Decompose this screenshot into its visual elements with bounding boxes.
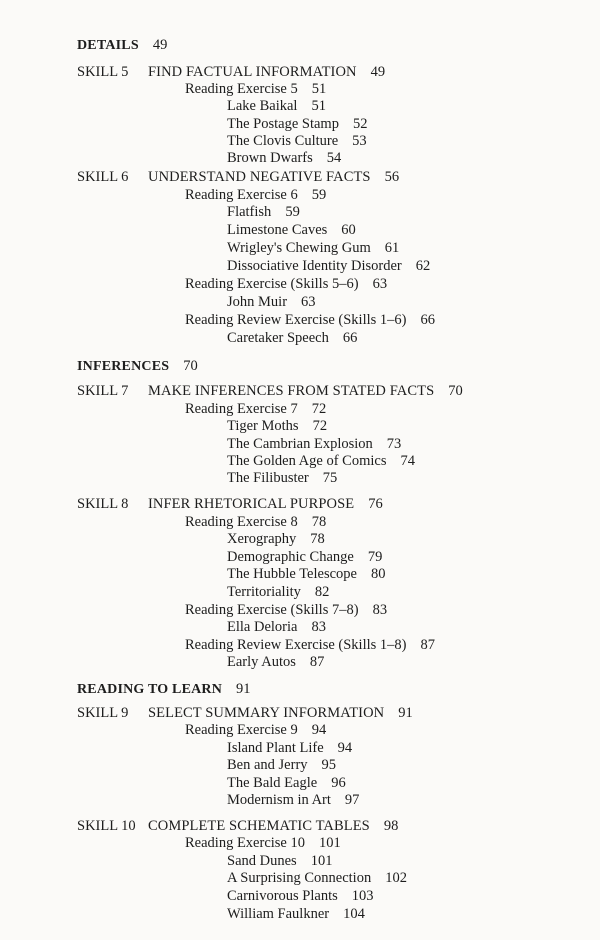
toc-exercise [185, 835, 341, 852]
toc-entry-title: Limestone Caves [227, 222, 328, 238]
toc-entry-title: Carnivorous Plants [227, 888, 338, 904]
page-number: 59 [285, 204, 300, 220]
toc-article [227, 792, 359, 809]
toc-skill [77, 496, 383, 513]
skill-code: SKILL 6 [77, 169, 129, 185]
toc-entry-title: Territoriality [227, 584, 301, 600]
toc-entry-title: Dissociative Identity Disorder [227, 258, 402, 274]
toc-entry-title: MAKE INFERENCES FROM STATED FACTS [148, 383, 435, 399]
toc-section [77, 358, 198, 375]
page-number: 63 [301, 294, 316, 310]
toc-article [227, 98, 326, 115]
toc-article [227, 853, 332, 870]
toc-entry-title: Island Plant Life [227, 740, 324, 756]
toc-entry-title: The Postage Stamp [227, 116, 339, 132]
toc-entry-title: Reading Exercise 7 [185, 401, 298, 417]
toc-article [227, 775, 346, 792]
page-number: 87 [309, 654, 325, 670]
page-number: 80 [370, 566, 386, 582]
skill-code: SKILL 10 [77, 818, 136, 834]
toc-entry-title: Lake Baikal [227, 98, 298, 114]
toc-exercise [185, 312, 435, 329]
toc-entry-title: Tiger Moths [227, 418, 299, 434]
toc-article [227, 294, 316, 311]
page-number: 104 [343, 906, 365, 922]
toc-entry-title: Reading Exercise (Skills 7–8) [185, 602, 359, 618]
toc-entry-title: Reading Review Exercise (Skills 1–6) [185, 312, 407, 328]
page-number: 75 [322, 470, 338, 486]
page-number: 97 [344, 792, 360, 808]
toc-skill [77, 705, 413, 722]
toc-entry-title: Reading Exercise 10 [185, 835, 305, 851]
toc-article [227, 870, 407, 887]
toc-article [227, 150, 341, 167]
skill-code: SKILL 8 [77, 496, 129, 512]
toc-article [227, 453, 415, 470]
page-number: 66 [420, 312, 435, 328]
page-number: 54 [326, 150, 342, 166]
page-number: 49 [370, 64, 386, 80]
toc-entry-title: Sand Dunes [227, 853, 297, 869]
toc-exercise [185, 276, 387, 293]
page-number: 87 [420, 637, 435, 653]
toc-section [77, 37, 167, 54]
page-number: 72 [312, 418, 328, 434]
toc-entry-title: The Clovis Culture [227, 133, 339, 149]
page-number: 83 [372, 602, 388, 618]
toc-entry-title: Ben and Jerry [227, 757, 308, 773]
toc-entry-title: Reading Exercise 5 [185, 81, 298, 97]
toc-skill [77, 383, 463, 400]
toc-entry-title: Early Autos [227, 654, 296, 670]
page-number: 72 [311, 401, 327, 417]
skill-code: SKILL 5 [77, 64, 129, 80]
toc-entry-title: Reading Exercise 9 [185, 722, 298, 738]
toc-entry-title: Demographic Change [227, 549, 354, 565]
page-number: 83 [311, 619, 326, 635]
toc-skill [77, 818, 398, 835]
page-number: 79 [367, 549, 383, 565]
toc-entry-title: Caretaker Speech [227, 330, 329, 346]
page-number: 98 [383, 818, 399, 834]
toc-article [227, 222, 356, 239]
toc-entry-title: Reading Review Exercise (Skills 1–8) [185, 637, 407, 653]
toc-article [227, 654, 324, 671]
toc-exercise [185, 722, 326, 739]
page-number: 91 [398, 705, 413, 721]
toc-entry-title: The Cambrian Explosion [227, 436, 373, 452]
toc-entry-title: A Surprising Connection [227, 870, 372, 886]
toc-article [227, 258, 430, 275]
toc-entry-title: Ella Deloria [227, 619, 298, 635]
toc-article [227, 418, 327, 435]
page-number: 96 [331, 775, 346, 791]
toc-entry-title: The Golden Age of Comics [227, 453, 387, 469]
toc-entry-title: Modernism in Art [227, 792, 331, 808]
toc-article [227, 436, 401, 453]
page-number: 91 [236, 681, 251, 697]
toc-exercise [185, 637, 435, 654]
page-number: 51 [311, 81, 327, 97]
toc-entry-title: FIND FACTUAL INFORMATION [148, 64, 357, 80]
skill-code: SKILL 9 [77, 705, 129, 721]
toc-article [227, 888, 374, 905]
toc-exercise [185, 81, 326, 98]
toc-entry-title: Flatfish [227, 204, 272, 220]
page-number: 49 [152, 37, 168, 53]
toc-entry-title: Xerography [227, 531, 297, 547]
toc-skill [77, 64, 385, 81]
page-number: 78 [311, 514, 327, 530]
toc-article [227, 470, 337, 487]
toc-article [227, 549, 382, 566]
page-number: 70 [183, 358, 198, 374]
toc-skill [77, 169, 399, 186]
toc-entry-title: The Filibuster [227, 470, 309, 486]
page-number: 101 [319, 835, 341, 851]
page-number: 52 [352, 116, 368, 132]
page-number: 62 [415, 258, 431, 274]
toc-entry-title: COMPLETE SCHEMATIC TABLES [148, 818, 370, 834]
page-number: 66 [342, 330, 358, 346]
toc-entry-title: INFERENCES [77, 359, 170, 374]
page-number: 63 [372, 276, 388, 292]
page-number: 101 [310, 853, 333, 869]
toc-entry-title: SELECT SUMMARY INFORMATION [148, 705, 385, 721]
page-number: 74 [400, 453, 415, 469]
toc-entry-title: The Hubble Telescope [227, 566, 357, 582]
page-number: 70 [448, 383, 463, 399]
toc-entry-title: Brown Dwarfs [227, 150, 313, 166]
toc-article [227, 330, 357, 347]
toc-entry-title: John Muir [227, 294, 288, 310]
page-number: 53 [352, 133, 367, 149]
page-number: 60 [341, 222, 356, 238]
toc-entry-title: Reading Exercise (Skills 5–6) [185, 276, 359, 292]
toc-entry-title: READING TO LEARN [77, 682, 223, 697]
skill-code: SKILL 7 [77, 383, 129, 399]
toc-entry-title: DETAILS [77, 38, 139, 53]
toc-exercise [185, 514, 326, 531]
toc-article [227, 531, 325, 548]
toc-article [227, 204, 300, 221]
toc-exercise [185, 401, 326, 418]
toc-entry-title: Reading Exercise 6 [185, 187, 298, 203]
toc-article [227, 740, 352, 757]
page-number: 103 [351, 888, 374, 904]
toc-entry-title: Reading Exercise 8 [185, 514, 298, 530]
toc-entry-title: INFER RHETORICAL PURPOSE [148, 496, 355, 512]
page-number: 94 [311, 722, 327, 738]
page-number: 82 [314, 584, 330, 600]
page-number: 59 [311, 187, 327, 203]
toc-article [227, 619, 326, 636]
page-number: 94 [337, 740, 353, 756]
page-number: 61 [384, 240, 400, 256]
toc-article [227, 566, 385, 583]
toc-article [227, 757, 336, 774]
toc-article [227, 240, 399, 257]
toc-entry-title: UNDERSTAND NEGATIVE FACTS [148, 169, 371, 185]
page-number: 56 [384, 169, 400, 185]
page-number: 102 [385, 870, 407, 886]
toc-exercise [185, 602, 387, 619]
page-number: 95 [321, 757, 337, 773]
page-number: 76 [368, 496, 383, 512]
toc-exercise [185, 187, 326, 204]
toc-entry-title: William Faulkner [227, 906, 330, 922]
toc-article [227, 116, 367, 133]
toc-article [227, 133, 367, 150]
page-number: 78 [310, 531, 325, 547]
toc-entry-title: Wrigley's Chewing Gum [227, 240, 371, 256]
toc-entry-title: The Bald Eagle [227, 775, 318, 791]
page-number: 73 [386, 436, 402, 452]
toc-section [77, 681, 251, 698]
toc-article [227, 906, 365, 923]
page-number: 51 [311, 98, 326, 114]
toc-article [227, 584, 329, 601]
